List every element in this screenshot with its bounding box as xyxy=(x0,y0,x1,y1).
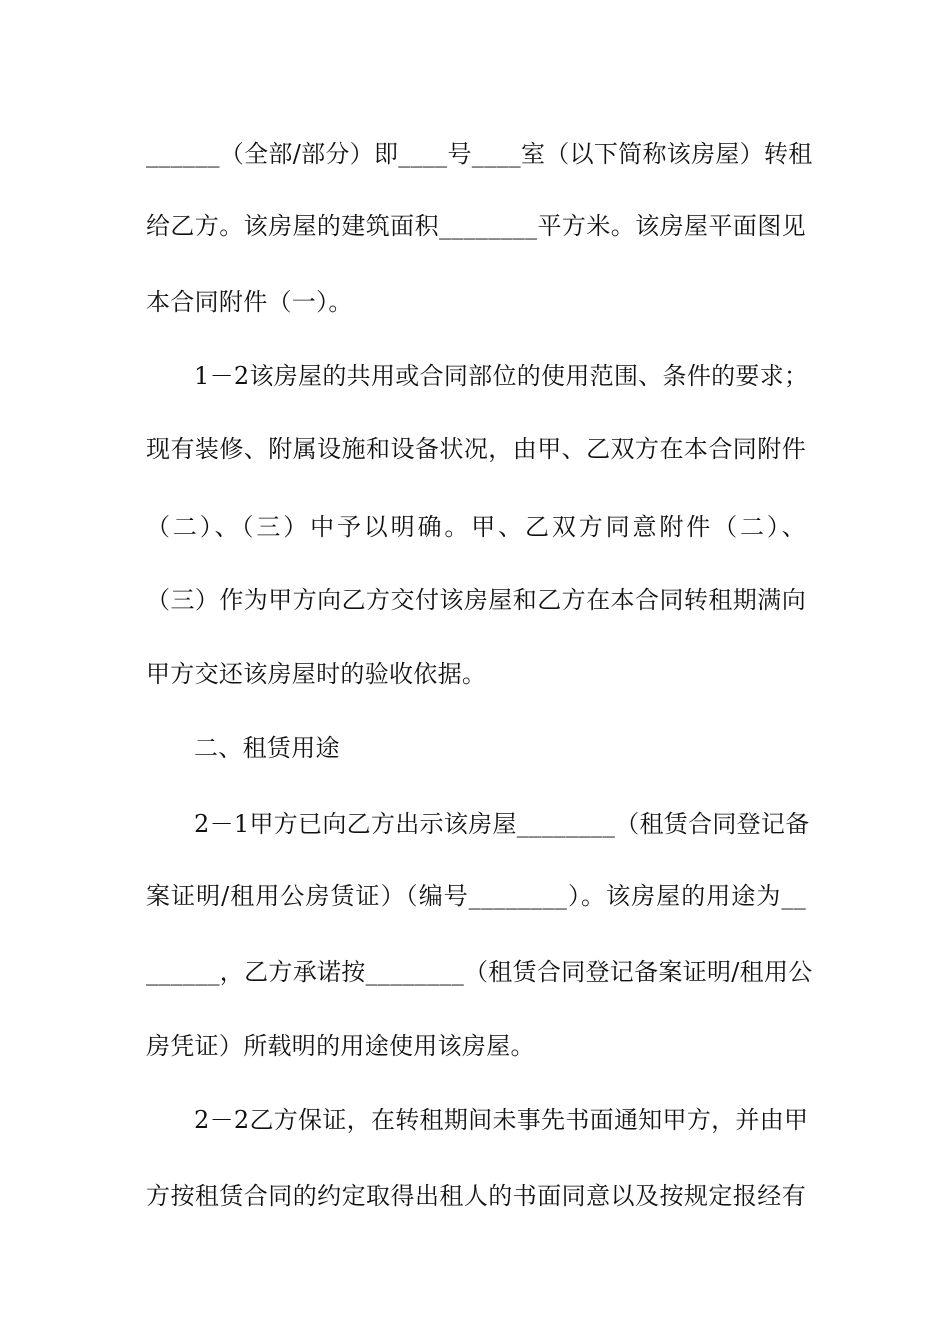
paragraph-line-6: （二）、（三）中予以明确。甲、乙双方同意附件（二）、 xyxy=(146,513,806,541)
paragraph-line-10: 2－1甲方已向乙方出示该房屋________（租赁合同登记备 xyxy=(194,810,810,838)
paragraph-line-11: 案证明/租用公房赁证）（编号________）。该房屋的用途为__ xyxy=(146,882,806,910)
paragraph-line-5: 现有装修、附属设施和设备状况，由甲、乙双方在本合同附件 xyxy=(146,435,806,463)
paragraph-line-3: 本合同附件（一）。 xyxy=(146,288,353,316)
section-heading: 二、租赁用途 xyxy=(194,734,340,762)
paragraph-line-2: 给乙方。该房屋的建筑面积________平方米。该房屋平面图见 xyxy=(146,212,806,240)
paragraph-line-14: 2－2乙方保证，在转租期间未事先书面通知甲方，并由甲 xyxy=(194,1106,809,1134)
paragraph-line-4: 1－2该房屋的共用或合同部位的使用范围、条件的要求； xyxy=(194,362,809,390)
paragraph-line-7: （三）作为甲方向乙方交付该房屋和乙方在本合同转租期满向 xyxy=(146,586,806,614)
paragraph-line-8: 甲方交还该房屋时的验收依据。 xyxy=(146,660,487,688)
paragraph-line-13: 房凭证）所载明的用途使用该房屋。 xyxy=(146,1032,535,1060)
paragraph-line-15: 方按租赁合同的约定取得出租人的书面同意以及按规定报经有 xyxy=(146,1182,806,1210)
paragraph-line-1: ______（全部/部分）即____号____室（以下简称该房屋）转租 xyxy=(146,140,813,168)
paragraph-line-12: ______，乙方承诺按________（租赁合同登记备案证明/租用公 xyxy=(146,958,813,986)
